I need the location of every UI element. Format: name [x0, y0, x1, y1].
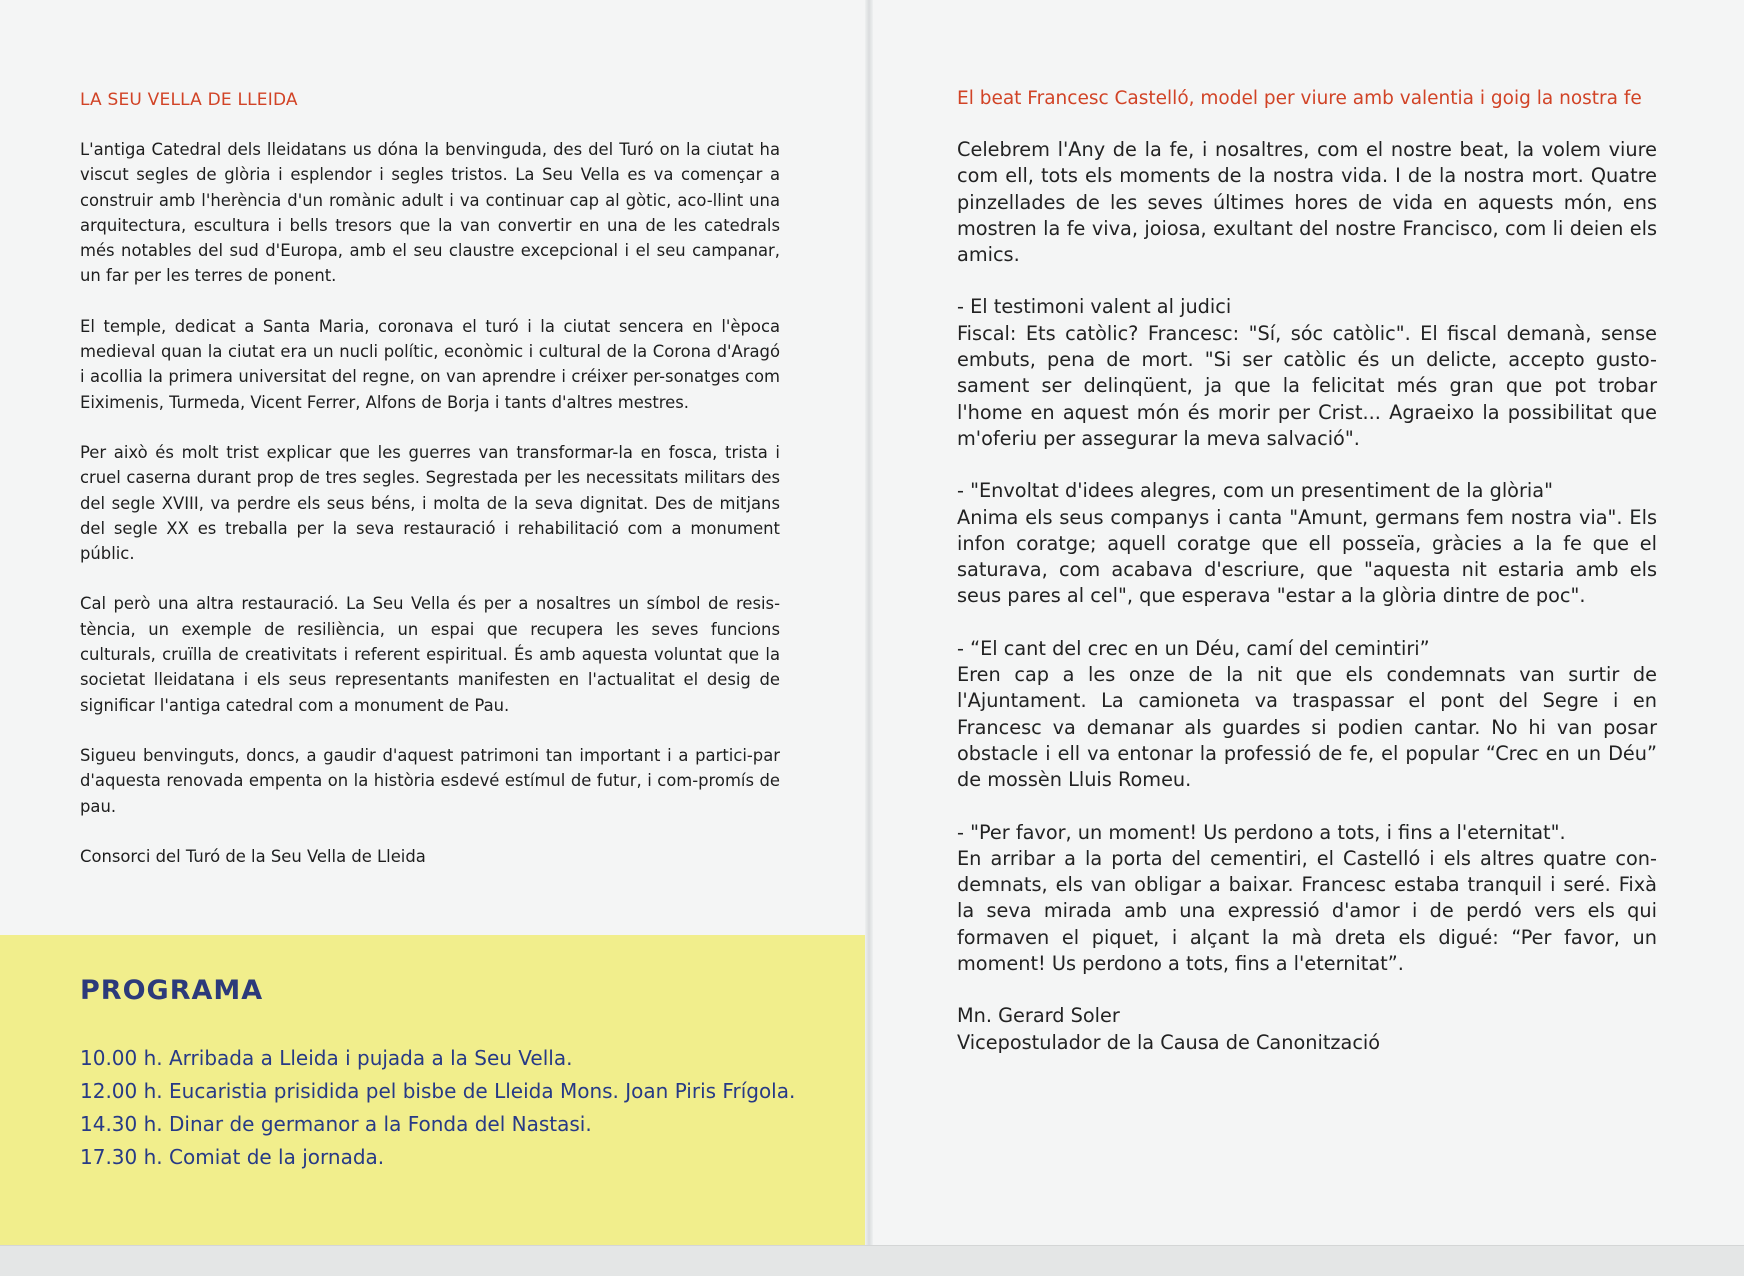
- left-page: [0, 0, 865, 1245]
- programa-item: 17.30 h. Comiat de la jornada.: [80, 1145, 385, 1169]
- programa-item: 14.30 h. Dinar de germanor a la Fonda del Nastasi.: [80, 1112, 592, 1136]
- right-signature: [957, 1003, 1657, 1056]
- signature-role: Vicepostulador de la Causa de Canonització: [957, 1030, 1381, 1054]
- left-paragraph: L'antiga Catedral dels lleidatans us dóna la benvinguda, des del Turó on la ciutat ha viscut segles de glòria i esplendor i segles tristos. La Seu Vella es va començar a construir amb l'herència d'un romànic adult i va continuar cap al gòtic, aco-llint una arquitectura, escultura i bells tresors que la van convertir en una de les catedrals més notables del sud d'Europa, amb el seu claustre excepcional i el seu campanar, un far per les terres de ponent.: [80, 140, 780, 286]
- section-heading: - "Per favor, un moment! Us perdono a tots, i fins a l'eternitat".: [957, 820, 1566, 844]
- right-intro: Celebrem l'Any de la fe, i nosaltres, com el nostre beat, la volem viure com ell, tots els moments de la nostra vida. I de la nostra mort. Quatre pinzellades de les seves últimes hores de vida en aquests món, ens mostren la fe viva, joiosa, exultant del nostre Francisco, com li deien els amics.: [957, 138, 1657, 267]
- left-page-title: LA SEU VELLA DE LLEIDA: [80, 90, 298, 110]
- scan-bottom-edge: [0, 1245, 1744, 1276]
- programa-item: 12.00 h. Eucaristia prisidida pel bisbe de Lleida Mons. Joan Piris Frígola.: [80, 1079, 796, 1103]
- section-text: En arribar a la porta del cementiri, el Castelló i els altres quatre con-demnats, els van obligar a baixar. Francesc estaba tranquil i seré. Fixà la seva mirada amb una expressió d'amor i de perdó vers els qui formaven el piquet, i alçant la mà dreta els digué: “Per favor, un moment! Us perdono a tots, fins a l'eternitat”.: [957, 846, 1657, 976]
- section-heading: - El testimoni valent al judici: [957, 295, 1232, 319]
- left-page-body: [80, 137, 780, 894]
- right-section: [957, 820, 1657, 978]
- section-heading: - "Envoltat d'idees alegres, com un presentiment de la glòria": [957, 479, 1553, 503]
- right-section: [957, 636, 1657, 794]
- programa-title: PROGRAMA: [80, 975, 264, 1006]
- right-page-body: [957, 137, 1657, 1082]
- section-text: Anima els seus companys i canta "Amunt, germans fem nostra via". Els infon coratge; aquell coratge que ell posseïa, gràcies a la fe que el saturava, com acabava d'escriure, que "aquesta nit estaria amb els seus pares al cel", que esperava "estar a la glòria dintre de poc".: [957, 505, 1657, 608]
- page-fold: [865, 0, 873, 1245]
- section-text: Eren cap a les onze de la nit que els condemnats van surtir de l'Ajuntament. La camioneta va traspassar el pont del Segre i en Francesc va demanar als guardes si podien cantar. No hi van posar obstacle i ell va entonar la professió de fe, el popular “Crec en un Déu” de mossèn Lluis Romeu.: [957, 663, 1657, 792]
- signature-name: Mn. Gerard Soler: [957, 1004, 1120, 1028]
- section-heading: - “El cant del crec en un Déu, camí del cemintiri”: [957, 636, 1430, 660]
- left-paragraph: Sigueu benvinguts, doncs, a gaudir d'aquest patrimoni tan important i a partici-par d'aquesta renovada empenta on la història esdevé estímul de futur, i com-promís de pau.: [80, 745, 780, 816]
- programa-list: [80, 1042, 795, 1174]
- left-signature: Consorci del Turó de la Seu Vella de Lleida: [80, 846, 426, 866]
- section-text: Fiscal: Ets catòlic? Francesc: "Sí, sóc catòlic". El fiscal demanà, sense embuts, pena de mort. "Si ser catòlic és un delicte, accepto gusto-sament ser delinqüent, ja que la felicitat més gran que pot trobar l'home en aquest món és morir per Crist... Agraeixo la possibilitat que m'oferiu per assegurar la meva salvació".: [957, 321, 1657, 450]
- left-paragraph: Per això és molt trist explicar que les guerres van transformar-la en fosca, trista i cruel caserna durant prop de tres segles. Segrestada per les necessitats militars des del segle XVIII, va perdre els seus béns, i molta de la seva dignitat. Des de mitjans del segle XX es treballa per la seva restauració i rehabilitació com a monument públic.: [80, 442, 780, 564]
- right-section: [957, 294, 1657, 452]
- programa-item: 10.00 h. Arribada a Lleida i pujada a la Seu Vella.: [80, 1046, 573, 1070]
- left-paragraph: Cal però una altra restauració. La Seu Vella és per a nosaltres un símbol de resis-tència, un exemple de resiliència, un espai que recupera les seves funcions culturals, cruïlla de creativitats i referent espiritual. És amb aquesta voluntat que la societat lleidatana i els seus representants manifesten en l'actualitat el desig de significar l'antiga catedral com a monument de Pau.: [80, 594, 780, 715]
- right-page-title: El beat Francesc Castelló, model per viure amb valentia i goig la nostra fe: [957, 88, 1642, 109]
- right-section: [957, 478, 1657, 609]
- left-paragraph: El temple, dedicat a Santa Maria, coronava el turó i la ciutat sencera en l'època medieval quan la ciutat era un nucli polític, econòmic i cultural de la Corona d'Aragó i acollia la primera universitat del regne, on van aprendre i créixer per-sonatges com Eiximenis, Turmeda, Vicent Ferrer, Alfons de Borja i tants d'altres mestres.: [80, 316, 780, 412]
- right-page: [873, 0, 1744, 1245]
